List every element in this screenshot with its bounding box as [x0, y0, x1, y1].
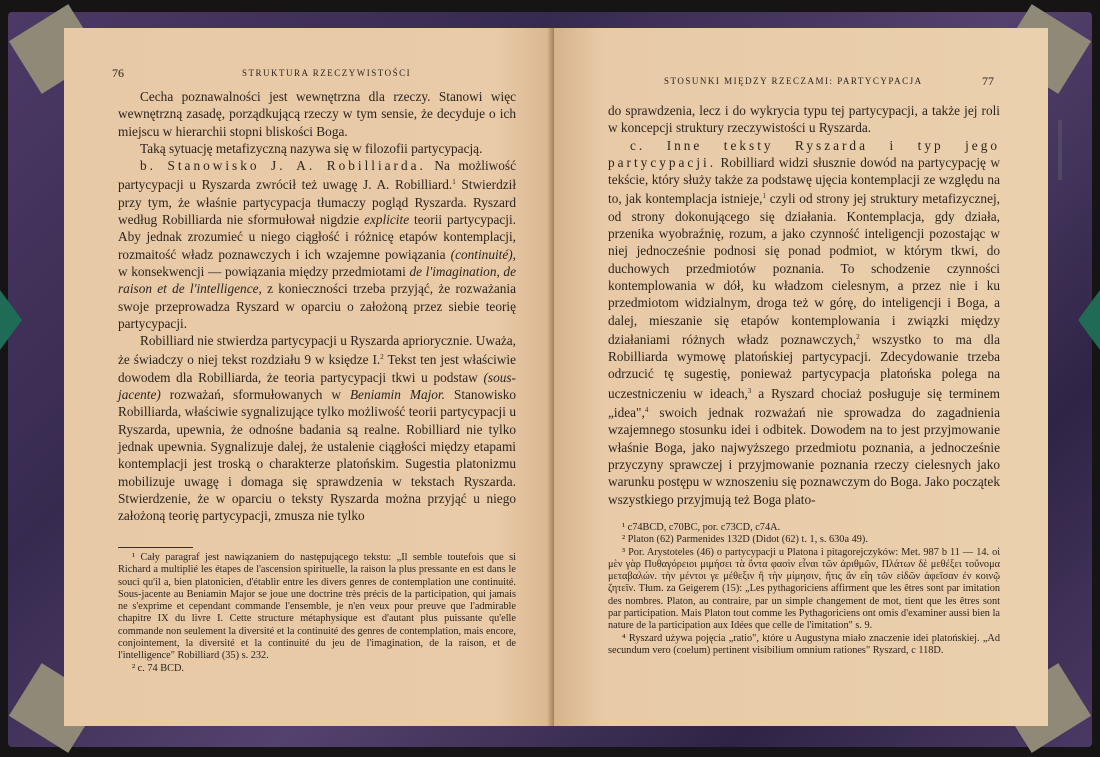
paragraph: Robilliard nie stwierdza partycypacji u Ryszarda apriorycznie. Uważa, że świadczy o niej tekst rozdziału 9 w księdze I.$^2$ Tekst ten jest właściwie dowodem dla Robilliarda, że teoria partycypacji tkwi u podstaw (sous-jacente) rozważań, sformułowanych w Beniamin Major. Stanowisko Robilliarda, właściwie sygnalizujące tylko możliwość teorii partycypacji u Ryszarda, upewnia, że odnośne badania są realne. Robilliard nie tylko jednak upewnia. Sygnalizuje dalej, że ustalenie ciągłości między etapami kontemplacji jest troską o charakterze platońskim. Sugestia platonizmu mobilizuje uwagę i domaga się sprawdzenia w tekstach Ryszarda. Stwierdzenie, że w oparciu o teksty Ryszarda można przyjąć u niego założoną teorię partycypacji, zmusza nie tylko	[118, 333, 516, 524]
paragraph: Taką sytuację metafizyczną nazywa się w filozofii partycypacją.	[140, 140, 483, 156]
footnote: ¹ c74BCD, c70BC, por. c73CD, c74A.	[622, 522, 781, 533]
footnote: ¹ Cały paragraf jest nawiązaniem do następującego tekstu: „Il semble toutefois que si Richard a multiplié les étapes de l'ascension spirituelle, la raison la plus pressante en est dans le souci qu'il a, bien platonicien, d'établir entre les divers genres de contemplation une continuité. Sous-jacente au Beniamin Major se joue une doctrine très précis de la participation, qui jamais ne s'exprime et cependant commande l'ensemble, je n'en veux pour preuve que l'admirable chapitre IX du livre I. Cette structure métaphysique est d'autant plus puissante qu'elle commande non seulement la diversité et la continuité des genres de contemplation, mais encore, conjointement, la diversité et la continuité du jeu de l'imagination, de la raison, et de l'intelligence" Robilliard (35) s. 232.	[118, 552, 516, 662]
footnote: ² Platon (62) Parmenides 132D (Didot (62) t. 1, s. 630a 49).	[622, 534, 868, 546]
footnote-ref: 2	[380, 353, 384, 362]
bookmark-ribbon-left	[0, 290, 22, 350]
footnote-rule	[118, 547, 193, 548]
footnote-ref: 4	[644, 406, 649, 415]
footnote-ref: 2	[856, 332, 860, 341]
bookmark-ribbon-right	[1078, 290, 1100, 350]
page-number: 77	[982, 74, 994, 88]
paragraph: do sprawdzenia, lecz i do wykrycia typu tej partycypacji, a także jej roli w koncepcji struktury rzeczywistości u Ryszarda.	[608, 103, 1000, 136]
running-head: STRUKTURA RZECZYWISTOŚCI	[242, 68, 412, 78]
main-text	[118, 88, 516, 524]
section-heading: b. Stanowisko J. A. Robilliarda.	[140, 158, 426, 174]
footnotes	[118, 552, 516, 675]
left-page	[64, 28, 554, 726]
paragraph: Cecha poznawalności jest wewnętrzna dla rzeczy. Stanowi więc wewnętrzną zasadę, porządkującą rzeczy w tym sensie, że decyduje o ich miejscu w hierarchii stopni bliskości Boga.	[118, 89, 516, 139]
footnote-ref: 1	[762, 192, 766, 201]
main-text	[608, 102, 1000, 508]
footnote: ³ Por. Arystoteles (46) o partycypacji u Platona i pitagorejczyków: Met. 987 b 11 — 14. οἱ μὲν γὰρ Πυθαγόρειοι μιμήσει τὰ ὄντα φασὶν εἶναι τῶν ἀριθμῶν, Πλάτων δὲ μεθέξει τοὔνομα μεταβαλών. τὴν μέντοι γε μέθεξιν ἢ τὴν μίμησιν, ἥτις ἂν εἴη τῶν εἰδῶν ἀφεῖσαν ἐν κοινῷ ζητεῖν. Tłum. za Geigerem (15): „Les pythagoriciens affirment que les êtres sont par imitation des nombres. Platon, au contraire, par un simple changement de mot, tient que les êtres sont par participation. Mais Platon tout comme les Pythagoriciens ont omis d'examiner aussi bien la nature de la participation aux Idées que celle de l'imitation" s. 9.	[608, 546, 1000, 632]
paragraph: c. Inne teksty Ryszarda i typ jego partycypacji. Robilliard widzi słusznie dowód na partycypację w tekście, który służy także za podstawę ujęcia kontemplacji ze względu na to, jak kontemplacja istnieje,$^1$ czyli od strony jej struktury metafizycznej, od strony dokonującego się działania. Kontemplacja, gdy działa, przenika wyobraźnię, rozum, a jako czynność inteligencji pozostając w niej jednocześnie podnosi się ponad podmiot, w którym tkwi, do duchowych przedmiotów poznania. To schodzenie czynności kontemplowania w dół, ku władzom cielesnym, a przez nie i ku przedmiotom widzialnym, droga też w górę, do inteligencji i Boga, a dalej, mieszanie się etapów kontemplowania i związki między działaniami różnych władz poznawczych,$^2$ wszystko to ma dla Robilliarda wymowę platońskiej partycypacji. Zdecydowanie trzeba odrzucić tę sugestię, ponieważ partycypacja platońska polega na uczestniczeniu w ideach,$^3$ a Ryszard chociaż posługuje się terminem „idea",$^4$ swoich jednak rozważań nie sprowadza do zagadnienia wzajemnego stosunku idei i odbitek. Dowodem na to jest przyjmowanie właśnie Boga, jako najwyższego przedmiotu poznania, a jednocześnie przyczyny sprawczej i przyjmowanie poznania rzeczy cielesnych jako warunku postępu w wznoszeniu się poznawczym do Boga. Jako początek wszystkiego przyjmują też Boga plato-	[608, 137, 1000, 507]
background-mark	[1058, 120, 1080, 180]
page-number: 76	[112, 66, 124, 80]
running-head: STOSUNKI MIĘDZY RZECZAMI: PARTYCYPACJA	[664, 76, 923, 86]
footnote: ² c. 74 BCD.	[132, 662, 184, 674]
right-page	[554, 28, 1048, 726]
footnotes	[608, 522, 1000, 657]
footnote-ref: 1	[452, 178, 456, 187]
footnote-ref: 3	[747, 386, 752, 395]
paragraph: b. Stanowisko J. A. Robilliarda. Na możliwość partycypacji u Ryszarda zwrócił też uwagę J. A. Robilliard.$^1$ Stwierdził przy tym, że właśnie partycypacja tłumaczy pogląd Ryszarda. Ryszard według Robilliarda nie sformułował nigdzie explicite teorii partycypacji. Aby jednak zrozumieć u niego ciągłość i różnicę etapów kontemplacji, rozmaitość władz poznawczych i ich wzajemne powiązania (continuité), w konsekwencji — powiązania między przedmiotami de l'imagination, de raison et de l'intelligence, z konieczności trzeba przyjąć, że rozważania swoje przeprowadza Ryszard w oparciu o założoną przez siebie teorię partycypacji.	[118, 158, 517, 331]
footnote: ⁴ Ryszard używa pojęcia „ratio", które u Augustyna miało znaczenie idei platońskiej. „Ad secundum vero (coelum) pertinent visibilium omnium rationes" Ryszard, c 118D.	[608, 632, 1000, 656]
section-heading: c. Inne teksty Ryszarda i typ jego partycypacji.	[608, 137, 1000, 170]
